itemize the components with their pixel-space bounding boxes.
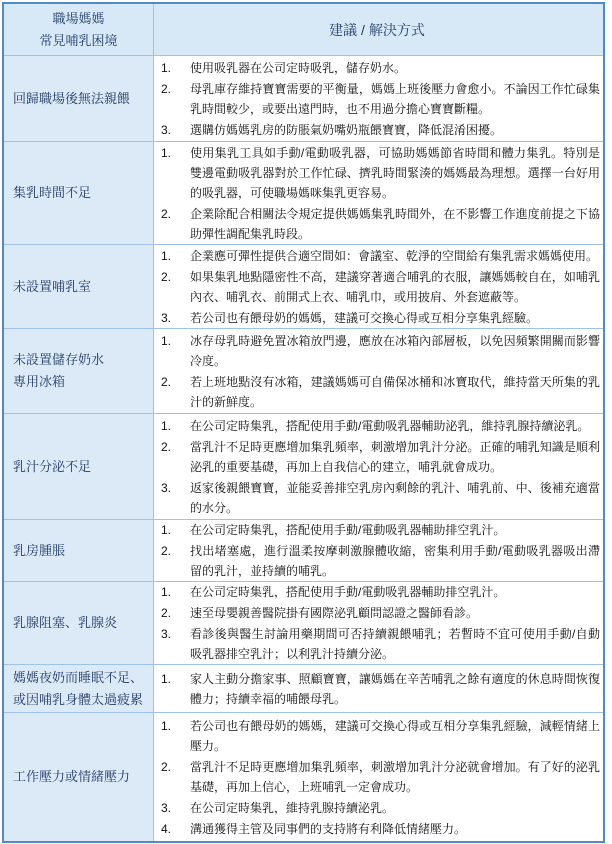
solution-number: 1. xyxy=(161,418,172,433)
solution-item xyxy=(154,603,600,623)
solutions-cell xyxy=(154,245,603,328)
solution-text: 當乳汁不足時更應增加集乳頻率，刺激增加乳汁分泌。正確的哺乳知識是順利泌乳的重要基礎，再加上自我信心的建立，哺乳就會成功。 xyxy=(190,439,600,474)
solution-item xyxy=(154,204,600,244)
solution-number: 1. xyxy=(161,60,172,75)
solution-text: 若上班地點沒有冰箱，建議媽媽可自備保冰桶和冰寶取代，維持當天所集的乳汁的新鮮度。 xyxy=(190,374,600,409)
solution-text: 家人主動分擔家事、照顧寶寶，讓媽媽在辛苦哺乳之餘有適度的休息時間恢復體力；持續幸福的哺餵母乳。 xyxy=(190,671,600,706)
solution-text: 若公司也有餵母奶的媽媽，建議可交換心得或互相分享集乳經驗，減輕情緒上壓力。 xyxy=(190,718,600,753)
solution-number: 2. xyxy=(161,269,172,284)
table-row xyxy=(4,245,603,329)
solution-number: 1. xyxy=(161,718,172,733)
solution-item xyxy=(154,331,600,371)
solution-item xyxy=(154,582,600,602)
solution-number: 3. xyxy=(161,800,172,815)
solution-text: 選購仿媽媽乳房的防脹氣奶嘴奶瓶餵寶寶，降低混淆困擾。 xyxy=(190,122,503,137)
header-problem-line: 職場媽媽 xyxy=(52,10,105,26)
solution-number: 1. xyxy=(161,585,172,599)
problem-label: 未設置儲存奶水 xyxy=(13,352,105,367)
problem-cell xyxy=(4,520,154,581)
solution-number: 1. xyxy=(161,145,172,160)
table-row xyxy=(4,56,603,142)
solution-item xyxy=(154,120,600,140)
solution-text: 找出堵塞處，進行溫柔按摩刺激腺體收縮，密集利用手動/電動吸乳器吸出滯留的乳汁，並持續的哺乳。 xyxy=(190,544,600,578)
table-row xyxy=(4,582,603,665)
solution-text: 母乳庫存維持寶寶需要的平衡量，媽媽上班後壓力會愈小。不論因工作忙碌集乳時間較少，或要出遠門時，也不用過分擔心寶寶斷糧。 xyxy=(190,81,600,116)
solution-text: 如果集乳地點隱密性不高，建議穿著適合哺乳的衣服，讓媽媽較自在，如哺乳內衣、哺乳衣、前開式上衣、哺乳巾，或用披肩、外套遮蔽等。 xyxy=(190,269,600,304)
solution-number: 3. xyxy=(161,122,172,137)
solutions-cell xyxy=(154,329,603,413)
solution-item xyxy=(154,416,600,436)
solution-text: 企業除配合相關法令規定提供媽媽集乳時間外，在不影響工作進度前提之下協助彈性調配集乳時段。 xyxy=(190,206,600,241)
solution-item xyxy=(154,58,600,78)
solution-item xyxy=(154,308,600,328)
problem-label: 乳腺阻塞、乳腺炎 xyxy=(13,615,118,630)
problem-label: 專用冰箱 xyxy=(13,374,66,389)
problem-cell xyxy=(4,329,154,413)
table-header xyxy=(4,4,603,56)
solutions-cell xyxy=(154,142,603,244)
solution-item xyxy=(154,520,600,540)
solution-number: 2. xyxy=(161,544,172,558)
header-problem-line: 常見哺乳困境 xyxy=(39,32,118,48)
solution-number: 2. xyxy=(161,374,172,389)
solution-item xyxy=(154,478,600,518)
solution-item xyxy=(154,624,600,664)
solution-text: 使用吸乳器在公司定時吸乳，儲存奶水。 xyxy=(190,60,407,75)
solution-number: 2. xyxy=(161,606,172,620)
problem-cell xyxy=(4,582,154,664)
solutions-cell xyxy=(154,665,603,712)
solution-text: 在公司定時集乳，維持乳腺持續泌乳。 xyxy=(190,800,395,815)
problem-cell xyxy=(4,713,154,841)
solution-text: 使用集乳工具如手動/電動吸乳器，可協助媽媽節省時間和體力集乳。特別是雙邊電動吸乳器對於工作忙碌、擠乳時間緊湊的媽媽最為理想。選擇一台好用的吸乳器，可使職場媽咪集乳更容易。 xyxy=(190,145,600,200)
solution-item xyxy=(154,143,600,203)
solutions-cell xyxy=(154,713,603,841)
solution-item xyxy=(154,669,600,709)
problem-cell xyxy=(4,56,154,141)
header-solution-label: 建議 / 解決方式 xyxy=(329,21,425,38)
problem-cell xyxy=(4,665,154,712)
problem-cell xyxy=(4,245,154,328)
problem-label: 乳房腫脹 xyxy=(13,542,66,558)
solution-item xyxy=(154,541,600,581)
solution-text: 看診後與醫生討論用藥期間可否持續親餵哺乳；若暫時不宜可使用手動/自動吸乳器排空乳汁；以利乳汁持續分泌。 xyxy=(190,627,600,661)
solution-item xyxy=(154,372,600,412)
solution-text: 冰存母乳時避免置冰箱放門邊，應放在冰箱內部層板，以免因頻繁開關而影響冷度。 xyxy=(190,333,600,368)
solution-number: 2. xyxy=(161,439,172,454)
problem-label: 未設置哺乳室 xyxy=(13,278,92,294)
solution-number: 2. xyxy=(161,759,172,774)
solution-number: 1. xyxy=(161,523,172,537)
solutions-cell xyxy=(154,414,603,519)
solution-text: 在公司定時集乳，搭配使用手動/電動吸乳器輔助泌乳，維持乳腺持續泌乳。 xyxy=(190,418,590,433)
problem-label: 乳汁分泌不足 xyxy=(13,458,92,474)
solution-item xyxy=(154,798,600,818)
problem-label: 回歸職場後無法親餵 xyxy=(13,90,131,106)
solution-text: 返家後親餵寶寶，並能妥善排空乳房內剩餘的乳汁、哺乳前、中、後補充適當的水分。 xyxy=(190,480,600,515)
problem-cell xyxy=(4,414,154,519)
solutions-cell xyxy=(154,56,603,141)
solution-item xyxy=(154,246,600,266)
solution-text: 溝通獲得主管及同事們的支持將有利降低情緒壓力。 xyxy=(190,821,467,836)
solution-number: 1. xyxy=(161,671,172,686)
solution-item xyxy=(154,437,600,477)
solution-number: 2. xyxy=(161,206,172,221)
solution-item xyxy=(154,79,600,119)
problem-cell xyxy=(4,142,154,244)
solution-item xyxy=(154,819,600,839)
header-problem-cell xyxy=(4,4,154,55)
solution-text: 在公司定時集乳，搭配使用手動/電動吸乳器輔助排空乳汁。 xyxy=(190,585,506,599)
solutions-cell xyxy=(154,582,603,664)
table-row xyxy=(4,414,603,520)
table-row xyxy=(4,713,603,841)
solution-number: 2. xyxy=(161,81,172,96)
table-row xyxy=(4,329,603,414)
solution-text: 當乳汁不足時更應增加集乳頻率，刺激增加乳汁分泌就會增加。有了好的泌乳基礎，再加上信心，上班哺乳一定會成功。 xyxy=(190,759,600,794)
problem-label: 或因哺乳身體太過疲累 xyxy=(13,691,144,707)
solution-number: 1. xyxy=(161,333,172,348)
solutions-cell xyxy=(154,520,603,581)
table-row xyxy=(4,142,603,245)
solution-number: 3. xyxy=(161,310,172,325)
problem-label: 集乳時間不足 xyxy=(13,185,92,200)
breastfeeding-solutions-table xyxy=(2,2,605,843)
solution-item xyxy=(154,716,600,756)
solution-text: 在公司定時集乳，搭配使用手動/電動吸乳器輔助排空乳汁。 xyxy=(190,523,506,537)
header-solution-cell xyxy=(154,4,603,55)
solution-number: 3. xyxy=(161,627,172,641)
solution-text: 企業應可彈性提供合適空間如：會議室、乾淨的空間給有集乳需求媽媽使用。 xyxy=(190,248,599,263)
table-row xyxy=(4,520,603,582)
solution-item xyxy=(154,267,600,307)
problem-label: 媽媽夜奶而睡眠不足、 xyxy=(13,669,144,685)
solution-number: 3. xyxy=(161,480,172,495)
solution-number: 1. xyxy=(161,248,172,263)
solution-item xyxy=(154,757,600,797)
solution-text: 若公司也有餵母奶的媽媽，建議可交換心得或互相分享集乳經驗。 xyxy=(190,310,539,325)
table-row xyxy=(4,665,603,713)
problem-label: 工作壓力或情緒壓力 xyxy=(13,769,131,784)
solution-number: 4. xyxy=(161,821,172,836)
solution-text: 速至母嬰親善醫院掛有國際泌乳顧問認證之醫師看診。 xyxy=(190,606,479,620)
